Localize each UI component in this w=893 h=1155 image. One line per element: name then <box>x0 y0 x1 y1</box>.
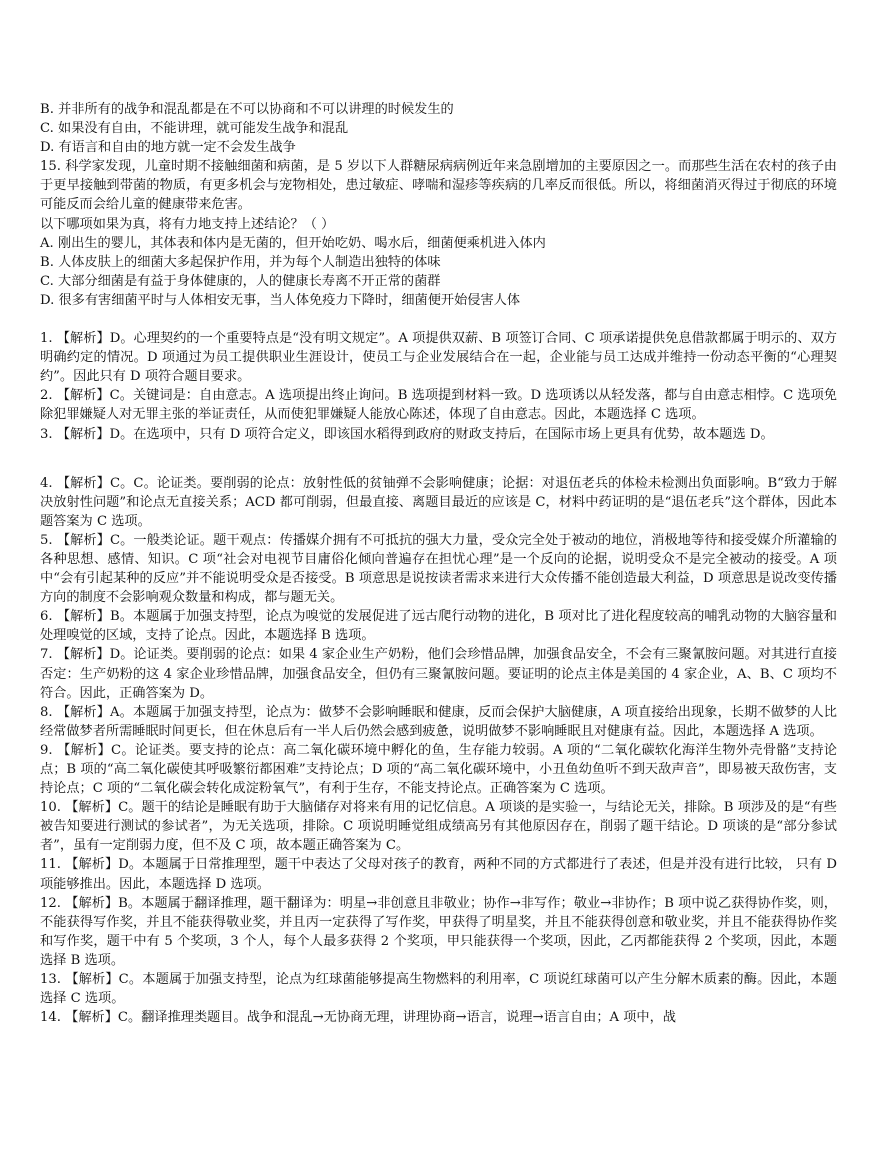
question-block <box>40 100 837 310</box>
question-15-prompt: 以下哪项如果为真，将有力地支持上述结论？（ ） <box>40 216 335 232</box>
answer-paragraph: 13. 【解析】C。本题属于加强支持型，论点为红球菌能够提高生物燃料的利用率，C 项说红球菌可以产生分解木质素的酶。因此，本题选择 C 选项。 <box>40 972 837 1007</box>
answer-paragraph: 10. 【解析】C。题干的结论是睡眠有助于大脑储存对将来有用的记忆信息。A 项谈的是实验一，与结论无关，排除。B 项涉及的是“有些被告知要进行测试的参试者”，为无关选项，排除。C 项说明睡觉组成绩高另有其他原因存在，削弱了题干结论。D 项谈的是“部分参试者”，虽有一定削弱力度，但不及 C 项，故本题正确答案为 C。 <box>40 800 837 854</box>
answers-block-2 <box>40 474 837 1028</box>
option-line: D. 很多有害细菌平时与人体相安无事，当人体免疫力下降时，细菌便开始侵害人体 <box>40 292 521 308</box>
option-line: A. 刚出生的婴儿，其体表和体内是无菌的，但开始吃奶、喝水后，细菌便乘机进入体内 <box>40 235 546 251</box>
answer-paragraph: 1. 【解析】D。心理契约的一个重要特点是“没有明文规定”。A 项提供双薪、B 项签订合同、C 项承诺提供免息借款都属于明示的、双方明确约定的情况。D 项通过为员工提供职业生涯设计，使员工与企业发展结合在一起，企业能与员工达成并维持一份动态平衡的“心理契约”。因此只有 D 项符合题目要求。 <box>40 331 837 385</box>
answer-paragraph: 9. 【解析】C。论证类。要支持的论点：高二氧化碳环境中孵化的鱼，生存能力较弱。A 项的“二氧化碳软化海洋生物外壳骨骼”支持论点；B 项的“高二氧化碳使其呼吸繁衍都困难”支持论点；D 项的“高二氧化碳环境中，小丑鱼幼鱼听不到天敌声音”，即易被天敌伤害，支持论点；C 项的“二氧化碳会转化成淀粉氧气”，有利于生存，不能支持论点。正确答案为 C 选项。 <box>40 742 837 797</box>
option-line: C. 大部分细菌是有益于身体健康的，人的健康长寿离不开正常的菌群 <box>40 273 441 289</box>
spacer <box>40 444 837 474</box>
spacer <box>40 310 837 329</box>
option-line: D. 有语言和自由的地方就一定不会发生战争 <box>40 140 296 156</box>
answer-paragraph: 7. 【解析】D。论证类。要削弱的论点：如果 4 家企业生产奶粉，他们会珍惜品牌，加强食品安全，不会有三聚氰胺问题。对其进行直接否定：生产奶粉的这 4 家企业珍惜品牌，加强食品安全，但仍有三聚氰胺问题。要证明的论点主体是美国的 4 家企业，A、B、C 项均不符合。因此，正确答案为 D。 <box>40 647 837 701</box>
option-line: C. 如果没有自由，不能讲理，就可能发生战争和混乱 <box>40 121 349 137</box>
question-15-stem: 15. 科学家发现，儿童时期不接触细菌和病菌，是 5 岁以下人群糖尿病病例近年来急剧增加的主要原因之一。而那些生活在农村的孩子由于更早接触到带菌的物质，有更多机会与宠物相处，患过敏症、哮喘和湿疹等疾病的几率反而很低。所以，将细菌消灭得过于彻底的环境可能反而会给儿童的健康带来危害。 <box>40 159 837 213</box>
answer-paragraph: 4. 【解析】C。C。论证类。要削弱的论点：放射性低的贫铀弹不会影响健康；论据：对退伍老兵的体检未检测出负面影响。B“致力于解决放射性问题”和论点无直接关系；ACD 都可削弱，但最直接、离题目最近的应该是 C，材料中药证明的是“退伍老兵”这个群体，因此本题答案为 C 选项。 <box>40 475 837 529</box>
option-line: B. 人体皮肤上的细菌大多起保护作用，并为每个人制造出独特的体味 <box>40 254 441 270</box>
answer-paragraph: 14. 【解析】C。翻译推理类题目。战争和混乱→无协商无理，讲理协商→语言，说理→语言自由；A 项中，战 <box>40 1010 676 1026</box>
answers-block-1 <box>40 329 837 444</box>
answer-paragraph: 5. 【解析】C。一般类论证。题干观点：传播媒介拥有不可抵抗的强大力量，受众完全处于被动的地位，消极地等待和接受媒介所灌输的各种思想、感情、知识。C 项“社会对电视节目庸俗化倾向普遍存在担忧心理”是一个反向的论据，说明受众不是完全被动的接受。A 项中“会有引起某种的反应”并不能说明受众是否接受。B 项意思是说按读者需求来进行大众传播不能创造最大利益，D 项意思是说改变传播方向的制度不会影响观众数量和构成，都与题无关。 <box>40 532 837 606</box>
answer-paragraph: 8. 【解析】A。本题属于加强支持型，论点为：做梦不会影响睡眠和健康，反而会保护大脑健康，A 项直接给出现象，长期不做梦的人比经常做梦者所需睡眠时间更长，但在休息后有一半人后仍然会感到疲惫，说明做梦不影响睡眠且对健康有益。因此，本题选择 A 选项。 <box>40 704 837 739</box>
answer-paragraph: 2. 【解析】C。关键词是：自由意志。A 选项提出终止询问。B 选项提到材料一致。D 选项诱以从轻发落，都与自由意志相悖。C 选项免除犯罪嫌疑人对无罪主张的举证责任，从而使犯罪嫌疑人能放心陈述，体现了自由意志。因此，本题选择 C 选项。 <box>40 388 837 423</box>
answer-paragraph: 3. 【解析】D。在选项中，只有 D 项符合定义，即该国水稻得到政府的财政支持后，在国际市场上更具有优势，故本题选 D。 <box>40 426 774 442</box>
answer-paragraph: 6. 【解析】B。本题属于加强支持型，论点为嗅觉的发展促进了远古爬行动物的进化，B 项对比了进化程度较高的哺乳动物的大脑容量和处理嗅觉的区域，支持了论点。因此，本题选择 B 选项。 <box>40 609 837 644</box>
answer-paragraph: 11. 【解析】D。本题属于日常推理型，题干中表达了父母对孩子的教育，两种不同的方式都进行了表述，但是并没有进行比较， 只有 D 项能够推出。因此，本题选择 D 选项。 <box>40 857 837 892</box>
answer-paragraph: 12. 【解析】B。本题属于翻译推理，题干翻译为：明星→非创意且非敬业；协作→非写作；敬业→非协作；B 项中说乙获得协作奖，则，不能获得写作奖，并且不能获得敬业奖，并且丙一定获得了写作奖，甲获得了明星奖，并且不能获得创意和敬业奖，并且不能获得协作奖和写作奖，题干中有 5 个奖项，3 个人，每个人最多获得 2 个奖项，甲只能获得一个奖项，因此，乙丙都能获得 2 个奖项，因此，本题选择 B 选项。 <box>40 895 837 968</box>
option-line: B. 并非所有的战争和混乱都是在不可以协商和不可以讲理的时候发生的 <box>40 102 454 117</box>
